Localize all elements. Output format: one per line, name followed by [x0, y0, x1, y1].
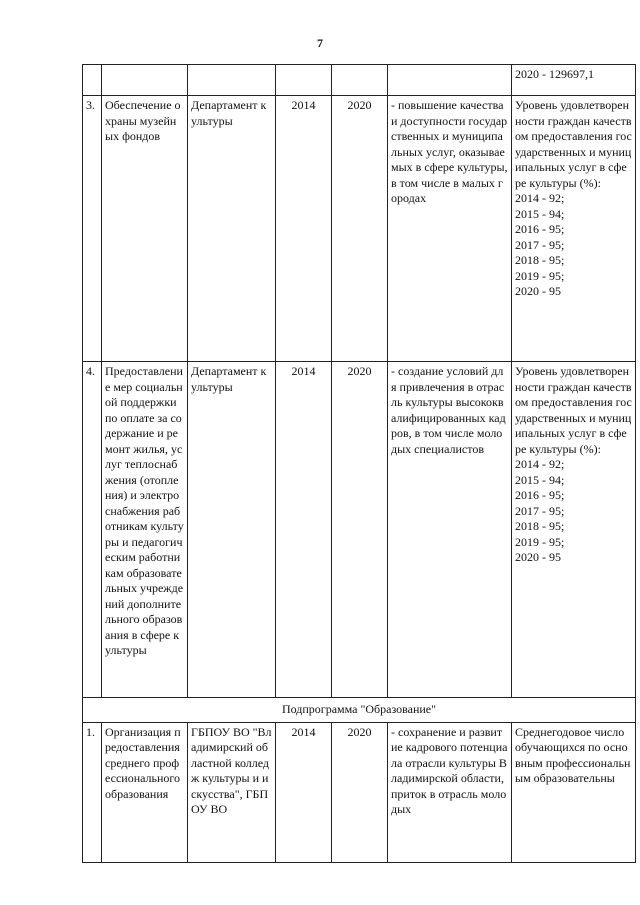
- table-row-continuation: [83, 65, 636, 96]
- indicator-line: 2019 - 95;: [515, 534, 565, 549]
- indicator-line: 2016 - 95;: [515, 488, 565, 502]
- cell-indicator: [512, 362, 636, 698]
- table-row: [83, 722, 636, 862]
- indicator-line: Уровень удовлетворенности граждан качеством предоставления государственных и муниципальных услуг в сфере культуры (%):: [515, 98, 632, 190]
- cell-num: 1.: [83, 722, 102, 862]
- table-row-section: [83, 698, 636, 723]
- cell-executor: Департамент культуры: [188, 362, 276, 698]
- indicator-line: 2018 - 95;: [515, 253, 565, 267]
- indicator-line: 2020 - 95: [515, 550, 561, 564]
- indicator-line: 2018 - 95;: [515, 519, 565, 533]
- cell-start-year: 2014: [276, 362, 332, 698]
- cell-start-year: 2014: [276, 96, 332, 362]
- table-row: [83, 96, 636, 362]
- page-number: 7: [317, 36, 323, 50]
- indicator-line: 2014 - 92;: [515, 457, 565, 471]
- cell-empty: [276, 65, 332, 96]
- cell-empty: [102, 65, 188, 96]
- indicator-line: 2014 - 92;: [515, 191, 565, 205]
- indicator-line: 2015 - 94;: [515, 472, 565, 487]
- cell-measure: Предоставление мер социальной поддержки по оплате за содержание и ремонт жилья, услуг теплоснабжения (отопления) и электроснабжения работникам культуры и педагогическим работникам образовательных учреждений дополнительного образования в сфере культуры: [102, 362, 188, 698]
- cell-empty: [332, 65, 388, 96]
- cell-end-year: 2020: [332, 96, 388, 362]
- cell-num: 3.: [83, 96, 102, 362]
- subprogram-heading: Подпрограмма "Образование": [83, 698, 636, 723]
- cell-indicator: Среднегодовое число обучающихся по основным профессиональным образовательны: [512, 722, 636, 862]
- indicator-line: 2016 - 95;: [515, 222, 565, 236]
- cell-empty: [388, 65, 512, 96]
- cell-empty: [83, 65, 102, 96]
- cell-executor: Департамент культуры: [188, 96, 276, 362]
- cell-empty: [188, 65, 276, 96]
- cell-indicator: [512, 96, 636, 362]
- indicator-line: 2017 - 95;: [515, 503, 565, 518]
- indicator-line: 2015 - 94;: [515, 206, 565, 221]
- cell-end-year: 2020: [332, 722, 388, 862]
- cell-result: - создание условий для привлечения в отрасль культуры высококвалифицированных кадров, в том числе молодых специалистов: [388, 362, 512, 698]
- cell-result: - повышение качества и доступности государственных и муниципальных услуг, оказываемых в сфере культуры, в том числе в малых городах: [388, 96, 512, 362]
- cell-measure: Обеспечение охраны музейных фондов: [102, 96, 188, 362]
- cell-executor: ГБПОУ ВО "Владимирский областной колледж культуры и искусства", ГБПОУ ВО: [188, 722, 276, 862]
- table-row: [83, 362, 636, 698]
- cell-end-year: 2020: [332, 362, 388, 698]
- cell-num: 4.: [83, 362, 102, 698]
- measures-table: [82, 64, 636, 863]
- cell-indicator-tail: 2020 - 129697,1: [512, 65, 636, 96]
- indicator-line: Уровень удовлетворенности граждан качеством предоставления государственных и муниципальных услуг в сфере культуры (%):: [515, 364, 632, 456]
- indicator-line: 2020 - 95: [515, 284, 561, 298]
- indicator-line: 2019 - 95;: [515, 268, 565, 283]
- cell-start-year: 2014: [276, 722, 332, 862]
- cell-result: - сохранение и развитие кадрового потенциала отрасли культуры Владимирской области, приток в отрасль молодых: [388, 722, 512, 862]
- cell-measure: Организация предоставления среднего профессионального образования: [102, 722, 188, 862]
- indicator-line: 2017 - 95;: [515, 237, 565, 252]
